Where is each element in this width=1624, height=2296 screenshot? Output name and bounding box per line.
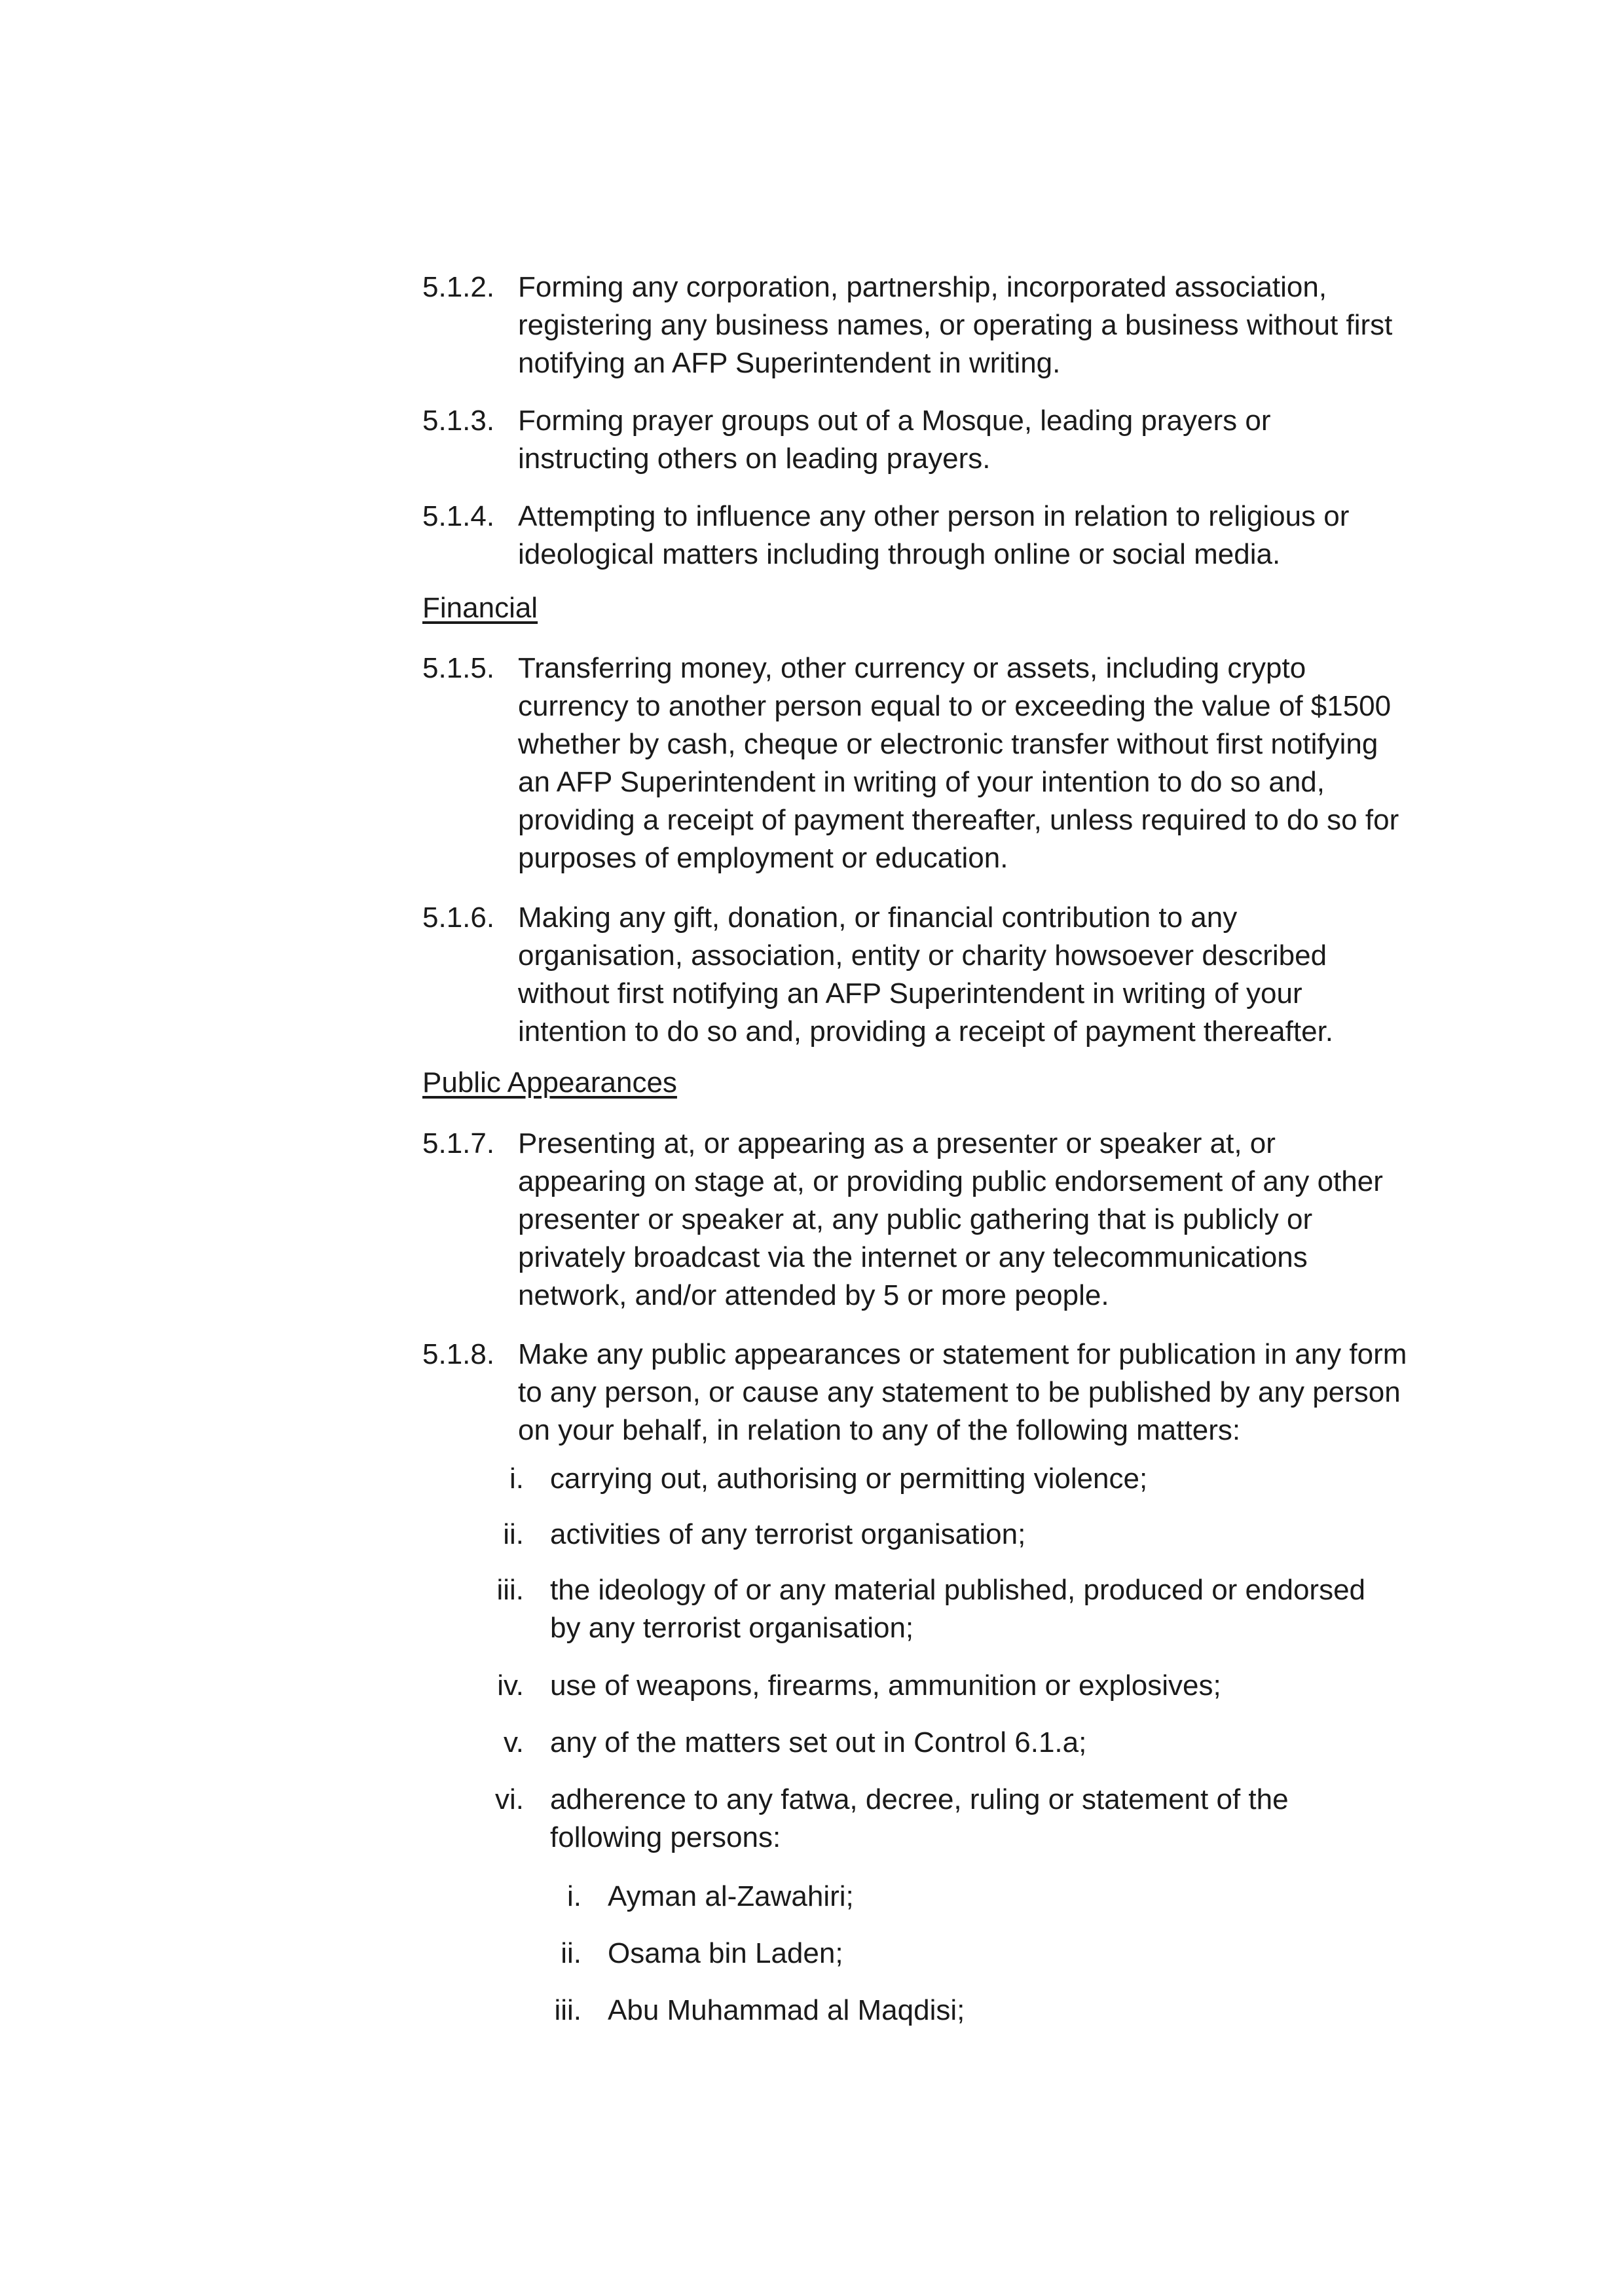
subclause-number: vi. <box>495 1783 524 1815</box>
subclause-text <box>550 1667 1467 1705</box>
clause-line: Forming any corporation, partnership, incorporated association, <box>518 271 1327 303</box>
clause-line: without first notifying an AFP Superintendent in writing of your <box>518 977 1302 1010</box>
clause-line: privately broadcast via the internet or any telecommunications <box>518 1241 1308 1273</box>
clause-number: 5.1.7. <box>422 1127 495 1159</box>
clause-text <box>518 649 1487 877</box>
subclause-line: the ideology of or any material published, produced or endorsed <box>550 1574 1366 1606</box>
clause-line: Forming prayer groups out of a Mosque, leading prayers or <box>518 405 1271 437</box>
person-name: Abu Muhammad al Maqdisi; <box>608 1994 965 2026</box>
subclause-line: following persons: <box>550 1821 781 1853</box>
clause-line: Presenting at, or appearing as a presenter or speaker at, or <box>518 1127 1276 1159</box>
clause-line: ideological matters including through online or social media. <box>518 538 1281 570</box>
subclause-number: ii. <box>503 1518 524 1550</box>
person-name: Ayman al-Zawahiri; <box>608 1880 854 1912</box>
subclause-number: iv. <box>497 1669 524 1702</box>
clause-number: 5.1.4. <box>422 500 495 532</box>
clause-number: 5.1.3. <box>422 405 495 437</box>
clause-text <box>518 498 1487 574</box>
clause-line: notifying an AFP Superintendent in writing. <box>518 347 1061 379</box>
subclause-number: v. <box>504 1726 524 1758</box>
subclause-text <box>550 1781 1467 1857</box>
clause-line: Making any gift, donation, or financial contribution to any <box>518 902 1238 934</box>
clause-line: Transferring money, other currency or assets, including crypto <box>518 652 1306 684</box>
clause-text <box>518 402 1487 478</box>
clause-line: an AFP Superintendent in writing of your intention to do so and, <box>518 766 1325 798</box>
clause-line: Attempting to influence any other person in relation to religious or <box>518 500 1350 532</box>
person-number: iii. <box>554 1994 581 2026</box>
clause-line: instructing others on leading prayers. <box>518 443 991 475</box>
subclause-line: adherence to any fatwa, decree, ruling or statement of the <box>550 1783 1289 1815</box>
subclause-line: carrying out, authorising or permitting violence; <box>550 1463 1148 1495</box>
clause-text <box>518 268 1487 382</box>
subclause-number: iii. <box>496 1574 524 1606</box>
subclause-text <box>550 1724 1467 1762</box>
section-heading-financial: Financial <box>422 592 538 624</box>
clause-text <box>518 1125 1487 1315</box>
subclause-text <box>550 1571 1467 1647</box>
subclause-line: use of weapons, firearms, ammunition or explosives; <box>550 1669 1221 1702</box>
subclause-line: activities of any terrorist organisation; <box>550 1518 1026 1550</box>
clause-number: 5.1.6. <box>422 902 495 934</box>
clause-line: registering any business names, or operating a business without first <box>518 309 1393 341</box>
clause-line: organisation, association, entity or charity howsoever described <box>518 939 1327 972</box>
subclause-number: i. <box>509 1463 524 1495</box>
clause-number: 5.1.8. <box>422 1338 495 1370</box>
clause-number: 5.1.5. <box>422 652 495 684</box>
person-number: i. <box>567 1880 581 1912</box>
person-number: ii. <box>561 1937 581 1969</box>
subclause-line: any of the matters set out in Control 6.1.a; <box>550 1726 1087 1758</box>
subclause-text <box>550 1516 1467 1554</box>
clause-number: 5.1.2. <box>422 271 495 303</box>
section-heading-public-appearances: Public Appearances <box>422 1066 677 1099</box>
clause-line: on your behalf, in relation to any of the following matters: <box>518 1414 1241 1446</box>
clause-text <box>518 1336 1487 1449</box>
clause-text <box>518 899 1487 1051</box>
subclause-line: by any terrorist organisation; <box>550 1612 914 1644</box>
clause-line: to any person, or cause any statement to be published by any person <box>518 1376 1401 1408</box>
clause-line: whether by cash, cheque or electronic transfer without first notifying <box>518 728 1378 760</box>
clause-line: purposes of employment or education. <box>518 842 1008 874</box>
clause-line: providing a receipt of payment thereafter, unless required to do so for <box>518 804 1399 836</box>
clause-line: currency to another person equal to or exceeding the value of $1500 <box>518 690 1392 722</box>
person-name: Osama bin Laden; <box>608 1937 843 1969</box>
clause-line: appearing on stage at, or providing public endorsement of any other <box>518 1165 1383 1197</box>
subclause-text <box>550 1460 1467 1498</box>
clause-line: network, and/or attended by 5 or more people. <box>518 1279 1109 1311</box>
clause-line: intention to do so and, providing a receipt of payment thereafter. <box>518 1015 1334 1048</box>
clause-line: presenter or speaker at, any public gathering that is publicly or <box>518 1203 1313 1235</box>
clause-line: Make any public appearances or statement for publication in any form <box>518 1338 1407 1370</box>
